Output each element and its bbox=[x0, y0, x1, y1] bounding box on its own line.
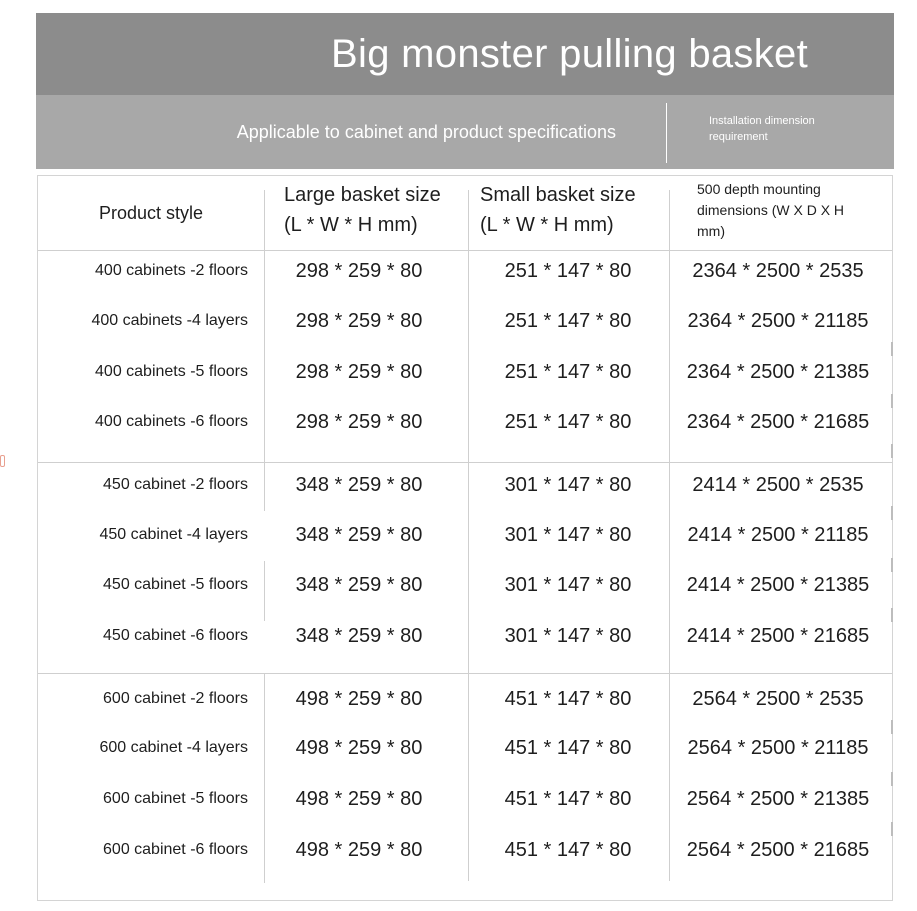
small-basket-cell: 301 * 147 * 80 bbox=[504, 523, 632, 546]
col-rule-2 bbox=[468, 251, 469, 881]
small-basket-cell: 301 * 147 * 80 bbox=[504, 624, 632, 647]
header-small-line1: Small basket size bbox=[480, 184, 636, 206]
subheader-main: Applicable to cabinet and product specifications bbox=[236, 121, 616, 142]
product-style-cell: 600 cabinet -6 floors bbox=[103, 841, 248, 858]
large-basket-cell: 348 * 259 * 80 bbox=[295, 573, 423, 596]
header-large-line2: (L * W * H mm) bbox=[284, 214, 418, 236]
mounting-dimension-cell: 2564 * 2500 * 21685 bbox=[686, 838, 870, 861]
stray-mark bbox=[0, 455, 5, 467]
product-style-cell: 400 cabinets -6 floors bbox=[95, 413, 248, 430]
large-basket-cell: 298 * 259 * 80 bbox=[295, 309, 423, 332]
header-vrule-2 bbox=[468, 190, 469, 250]
mounting-dimension-cell: 2414 * 2500 * 2535 bbox=[692, 473, 864, 496]
product-style-cell: 600 cabinet -4 layers bbox=[99, 739, 248, 756]
edge-tick bbox=[891, 772, 893, 786]
product-style-cell: 600 cabinet -5 floors bbox=[103, 790, 248, 807]
edge-tick bbox=[891, 608, 893, 622]
large-basket-cell: 348 * 259 * 80 bbox=[295, 523, 423, 546]
header-vrule-3 bbox=[669, 190, 670, 250]
product-style-cell: 450 cabinet -6 floors bbox=[103, 627, 248, 644]
large-basket-cell: 498 * 259 * 80 bbox=[295, 838, 423, 861]
mounting-dimension-cell: 2564 * 2500 * 21385 bbox=[686, 787, 870, 810]
mounting-dimension-cell: 2414 * 2500 * 21685 bbox=[686, 624, 870, 647]
large-basket-cell: 348 * 259 * 80 bbox=[295, 473, 423, 496]
large-basket-cell: 298 * 259 * 80 bbox=[295, 259, 423, 282]
header-small-line2: (L * W * H mm) bbox=[480, 214, 614, 236]
large-basket-cell: 498 * 259 * 80 bbox=[295, 787, 423, 810]
spec-table bbox=[37, 175, 893, 901]
small-basket-cell: 251 * 147 * 80 bbox=[504, 259, 632, 282]
small-basket-cell: 301 * 147 * 80 bbox=[504, 473, 632, 496]
mounting-dimension-cell: 2414 * 2500 * 21385 bbox=[686, 573, 870, 596]
small-basket-cell: 451 * 147 * 80 bbox=[504, 838, 632, 861]
mounting-dimension-cell: 2364 * 2500 * 21185 bbox=[687, 309, 869, 332]
small-basket-cell: 251 * 147 * 80 bbox=[504, 360, 632, 383]
mounting-dimension-cell: 2364 * 2500 * 21385 bbox=[686, 360, 870, 383]
header-product-style: Product style bbox=[98, 202, 204, 223]
mounting-dimension-cell: 2564 * 2500 * 2535 bbox=[692, 687, 864, 710]
edge-tick bbox=[891, 342, 893, 356]
subheader-bar bbox=[36, 95, 894, 169]
product-style-cell: 400 cabinets -2 floors bbox=[95, 262, 248, 279]
product-style-cell: 400 cabinets -5 floors bbox=[95, 363, 248, 380]
mounting-dimension-cell: 2364 * 2500 * 2535 bbox=[692, 259, 864, 282]
mounting-dimension-cell: 2364 * 2500 * 21685 bbox=[686, 410, 870, 433]
group-divider-1 bbox=[38, 462, 892, 463]
col-rule-3 bbox=[669, 251, 670, 881]
header-vrule-1 bbox=[264, 190, 265, 250]
small-basket-cell: 451 * 147 * 80 bbox=[504, 736, 632, 759]
page-title: Big monster pulling basket bbox=[331, 31, 808, 76]
product-style-cell: 450 cabinet -2 floors bbox=[103, 476, 248, 493]
header-mounting: 500 depth mounting dimensions (W X D X H mm) bbox=[697, 181, 845, 239]
subheader-divider bbox=[666, 103, 667, 163]
edge-tick bbox=[891, 558, 893, 572]
subheader-side: Installation dimension requirement bbox=[709, 115, 815, 143]
large-basket-cell: 298 * 259 * 80 bbox=[295, 410, 423, 433]
large-basket-cell: 298 * 259 * 80 bbox=[295, 360, 423, 383]
product-style-cell: 450 cabinet -4 layers bbox=[99, 526, 248, 543]
large-basket-cell: 498 * 259 * 80 bbox=[295, 736, 423, 759]
edge-tick bbox=[891, 720, 893, 734]
small-basket-cell: 251 * 147 * 80 bbox=[504, 410, 632, 433]
edge-tick bbox=[891, 506, 893, 520]
edge-tick bbox=[891, 394, 893, 408]
edge-tick bbox=[891, 444, 893, 458]
title-bar bbox=[36, 13, 894, 95]
product-style-cell: 400 cabinets -4 layers bbox=[91, 312, 248, 329]
header-large-basket bbox=[284, 176, 484, 254]
edge-tick bbox=[891, 822, 893, 836]
mounting-dimension-cell: 2564 * 2500 * 21185 bbox=[687, 736, 869, 759]
product-style-cell: 600 cabinet -2 floors bbox=[103, 690, 248, 707]
small-basket-cell: 451 * 147 * 80 bbox=[504, 687, 632, 710]
small-basket-cell: 451 * 147 * 80 bbox=[504, 787, 632, 810]
large-basket-cell: 348 * 259 * 80 bbox=[295, 624, 423, 647]
product-style-cell: 450 cabinet -5 floors bbox=[103, 576, 248, 593]
large-basket-cell: 498 * 259 * 80 bbox=[295, 687, 423, 710]
small-basket-cell: 251 * 147 * 80 bbox=[504, 309, 632, 332]
mounting-dimension-cell: 2414 * 2500 * 21185 bbox=[687, 523, 869, 546]
header-large-line1: Large basket size bbox=[284, 184, 441, 206]
header-small-basket bbox=[480, 176, 680, 254]
small-basket-cell: 301 * 147 * 80 bbox=[504, 573, 632, 596]
group-divider-2 bbox=[38, 673, 892, 674]
